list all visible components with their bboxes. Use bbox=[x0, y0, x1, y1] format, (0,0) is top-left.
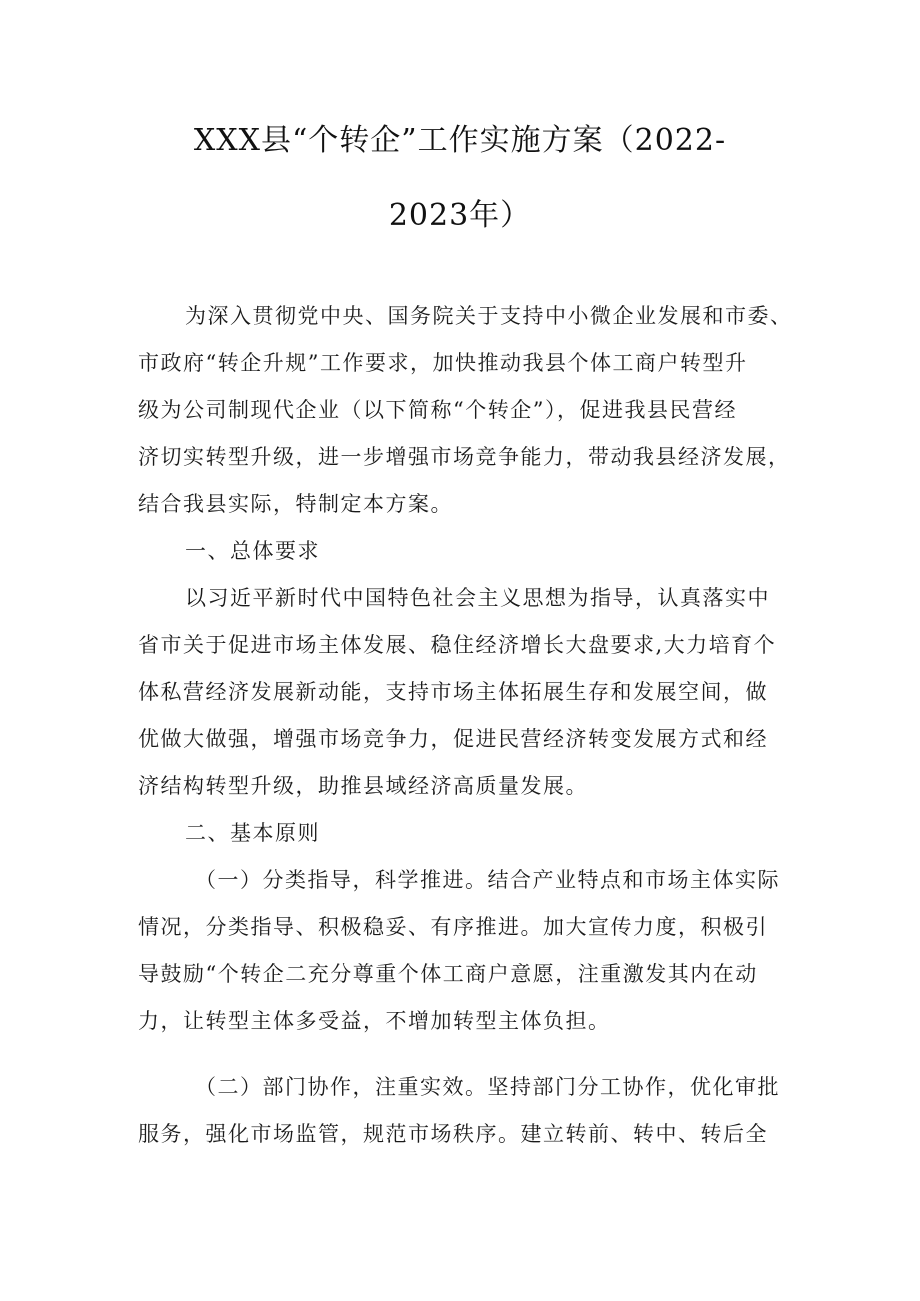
body-line: 济结构转型升级，助推县域经济高质量发展。 bbox=[138, 774, 588, 798]
document-title-line-1: XXX县“个转企”工作实施方案（2022- bbox=[193, 123, 727, 158]
body-line: 体私营经济发展新动能，支持市场主体拓展生存和发展空间，做 bbox=[138, 680, 768, 704]
body-line: 济切实转型升级，进一步增强市场竞争能力，带动我县经济发展， bbox=[138, 445, 791, 469]
body-line: 以习近平新时代中国特色社会主义思想为指导，认真落实中 bbox=[185, 586, 770, 610]
body-line: 导鼓励“个转企二充分尊重个体工商户意愿，注重激发其内在动 bbox=[138, 962, 758, 986]
body-line: 为深入贯彻党中央、国务院关于支持中小微企业发展和市委、 bbox=[185, 304, 793, 328]
body-line: 优做大做强，增强市场竞争力，促进民营经济转变发展方式和经 bbox=[138, 727, 768, 751]
section-heading-basic-principles: 二、基本原则 bbox=[185, 821, 320, 845]
body-line: 市政府“转企升规”工作要求，加快推动我县个体工商户转型升 bbox=[138, 351, 748, 375]
body-line: 力，让转型主体多受益，不增加转型主体负担。 bbox=[138, 1009, 611, 1033]
document-title-line-2: 2023年） bbox=[388, 198, 532, 233]
body-line: 结合我县实际，特制定本方案。 bbox=[138, 492, 453, 516]
body-line: （一）分类指导，科学推进。结合产业特点和市场主体实际 bbox=[195, 868, 780, 892]
body-line: （二）部门协作，注重实效。坚持部门分工协作，优化审批 bbox=[195, 1075, 780, 1099]
section-heading-general-requirements: 一、总体要求 bbox=[185, 539, 320, 563]
body-line: 省市关于促进市场主体发展、稳住经济增长大盘要求,大力培育个 bbox=[138, 633, 777, 657]
body-line: 服务，强化市场监管，规范市场秩序。建立转前、转中、转后全 bbox=[138, 1122, 768, 1146]
body-line: 情况，分类指导、积极稳妥、有序推进。加大宣传力度，积极引 bbox=[138, 915, 768, 939]
body-line: 级为公司制现代企业（以下简称“个转企”），促进我县民营经 bbox=[138, 398, 737, 422]
